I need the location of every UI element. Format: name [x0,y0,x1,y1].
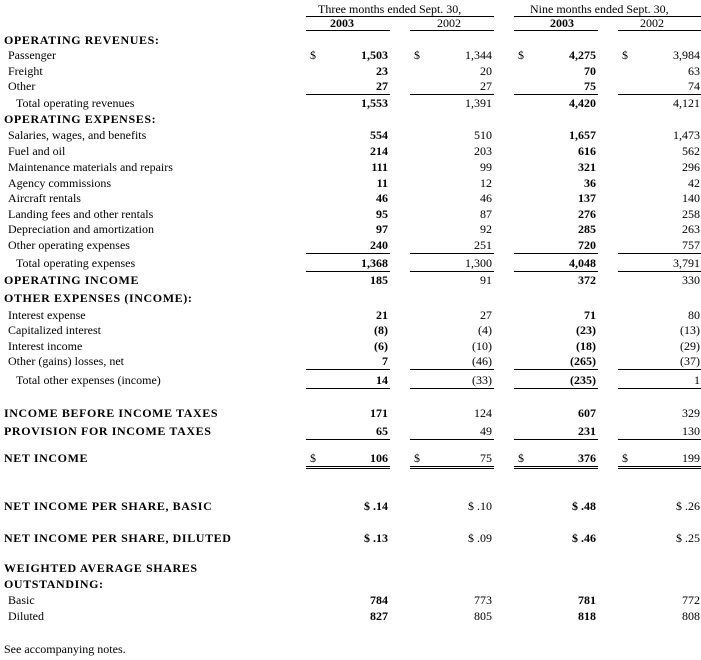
row-value: 23 [376,64,388,78]
underline [306,369,390,370]
row-value: 329 [682,406,700,420]
header-rule-nine [514,16,701,17]
row-value: 781 [578,593,596,607]
row-label: Total operating revenues [16,96,135,110]
row-value: 12 [480,176,492,190]
underline [410,94,494,95]
double-underline [306,466,390,469]
row-value: (23) [576,323,596,337]
row-label: NET INCOME PER SHARE, DILUTED [4,531,232,545]
row-value: 276 [578,207,596,221]
row-value: 65 [376,424,388,438]
underline [514,271,598,272]
row-value: 46 [376,191,388,205]
row-value: $ .13 [364,531,388,545]
year-header-2002-q: 2002 [437,16,461,30]
row-value: 1,657 [569,128,596,142]
row-value: 3,984 [673,48,700,62]
underline [514,94,598,95]
row-value: 1,300 [465,256,492,270]
row-value: 80 [688,308,700,322]
row-value: 111 [371,160,388,174]
currency-symbol: $ [518,48,524,62]
row-value: (8) [374,323,388,337]
row-value: (29) [680,339,700,353]
double-underline [410,466,494,469]
underline [410,271,494,272]
currency-symbol: $ [310,451,316,465]
underline [514,369,598,370]
row-value: $ .26 [676,499,700,513]
row-value: 757 [682,238,700,252]
underline [618,388,701,389]
row-value: 27 [480,308,492,322]
row-value: 805 [474,609,492,623]
row-value: (33) [472,373,492,387]
underline [618,253,701,254]
row-label: OUTSTANDING: [4,577,104,591]
row-value: 720 [578,238,596,252]
row-value: 106 [370,451,388,465]
row-label: NET INCOME [4,451,89,465]
row-value: 36 [584,176,596,190]
row-value: 607 [578,406,596,420]
row-label: NET INCOME PER SHARE, BASIC [4,499,213,513]
row-value: 1,391 [465,96,492,110]
row-label: Total other expenses (income) [16,373,161,387]
row-value: $ .14 [364,499,388,513]
year-rule-2 [410,30,494,31]
footnote: See accompanying notes. [4,642,126,656]
row-value: 376 [578,451,596,465]
year-rule-1 [306,30,390,31]
row-label: Fuel and oil [8,144,66,158]
row-value: 75 [480,451,492,465]
row-value: 285 [578,222,596,236]
row-value: 14 [376,373,388,387]
row-value: 1,368 [361,256,388,270]
row-label: Other operating expenses [8,238,130,252]
row-value: 27 [480,79,492,93]
row-label: Basic [8,593,35,607]
row-value: 27 [376,79,388,93]
row-label: Total operating expenses [16,256,136,270]
row-label: WEIGHTED AVERAGE SHARES [4,561,198,575]
row-value: 214 [370,144,388,158]
row-value: 3,791 [673,256,700,270]
underline [306,271,390,272]
year-rule-4 [618,30,701,31]
row-value: 63 [688,64,700,78]
underline [306,439,390,440]
currency-symbol: $ [310,48,316,62]
row-value: 97 [376,222,388,236]
row-label: Maintenance materials and repairs [8,160,173,174]
row-value: 140 [682,191,700,205]
row-value: 372 [578,273,596,287]
underline [306,388,390,389]
double-underline [514,466,598,469]
row-value: 95 [376,207,388,221]
row-value: $ .09 [468,531,492,545]
row-value: 203 [474,144,492,158]
row-label: Passenger [8,48,56,62]
row-value: 91 [480,273,492,287]
row-value: 818 [578,609,596,623]
underline [514,388,598,389]
row-value: (235) [570,373,596,387]
row-label: Diluted [8,609,44,623]
double-underline [618,466,701,469]
underline [306,94,390,95]
row-label: Depreciation and amortization [8,222,154,236]
row-value: 554 [370,128,388,142]
row-value: 7 [382,354,388,368]
row-value: 330 [682,273,700,287]
row-label: Salaries, wages, and benefits [8,128,147,142]
row-value: 4,275 [569,48,596,62]
row-label: INCOME BEFORE INCOME TAXES [4,406,219,420]
row-value: 562 [682,144,700,158]
row-value: 616 [578,144,596,158]
row-label: OTHER EXPENSES (INCOME): [4,291,193,305]
currency-symbol: $ [622,451,628,465]
row-label: PROVISION FOR INCOME TAXES [4,424,212,438]
row-value: 49 [480,424,492,438]
row-value: 99 [480,160,492,174]
row-value: 321 [578,160,596,174]
row-label: Interest expense [8,308,86,322]
underline [618,94,701,95]
row-value: 258 [682,207,700,221]
underline [306,253,390,254]
row-value: $ .25 [676,531,700,545]
row-value: 773 [474,593,492,607]
row-value: 510 [474,128,492,142]
underline [514,439,598,440]
row-label: Capitalized interest [8,323,101,337]
row-value: 199 [682,451,700,465]
row-label: OPERATING EXPENSES: [4,112,157,126]
row-label: Aircraft rentals [8,191,81,205]
row-value: 171 [370,406,388,420]
underline [410,388,494,389]
currency-symbol: $ [414,48,420,62]
row-value: 4,121 [673,96,700,110]
row-value: $ .46 [572,531,596,545]
row-value: (13) [680,323,700,337]
row-value: 1,553 [361,96,388,110]
row-value: 4,420 [569,96,596,110]
underline [410,369,494,370]
row-value: 185 [370,273,388,287]
row-label: Agency commissions [8,176,111,190]
row-label: OPERATING INCOME [4,273,140,287]
row-value: (10) [472,339,492,353]
row-value: 75 [584,79,596,93]
row-value: 1,503 [361,48,388,62]
row-value: 11 [376,176,388,190]
row-value: 1,344 [465,48,492,62]
row-value: (46) [472,354,492,368]
row-value: (18) [576,339,596,353]
year-header-2002-n: 2002 [640,16,664,30]
currency-symbol: $ [622,48,628,62]
underline [618,271,701,272]
row-value: 1,473 [673,128,700,142]
year-header-2003-n: 2003 [550,16,574,30]
row-value: 808 [682,609,700,623]
underline [410,439,494,440]
currency-symbol: $ [518,451,524,465]
currency-symbol: $ [414,451,420,465]
row-value: 1 [694,373,700,387]
row-label: Other [8,79,36,93]
row-value: (4) [478,323,492,337]
row-value: 784 [370,593,388,607]
row-value: 46 [480,191,492,205]
row-value: 231 [578,424,596,438]
row-value: 20 [480,64,492,78]
row-label: Interest income [8,339,83,353]
underline [514,253,598,254]
header-three-months: Three months ended Sept. 30, [318,2,462,16]
row-value: 74 [688,79,700,93]
row-value: (37) [680,354,700,368]
row-label: Other (gains) losses, net [8,354,124,368]
row-value: 42 [688,176,700,190]
row-value: 251 [474,238,492,252]
row-value: 70 [584,64,596,78]
row-value: 92 [480,222,492,236]
row-value: 130 [682,424,700,438]
underline [618,439,701,440]
year-rule-3 [514,30,598,31]
row-value: (265) [570,354,596,368]
row-value: 240 [370,238,388,252]
row-value: $ .10 [468,499,492,513]
row-value: (6) [374,339,388,353]
underline [410,253,494,254]
row-label: Landing fees and other rentals [8,207,154,221]
row-value: 296 [682,160,700,174]
row-value: 4,048 [569,256,596,270]
row-label: Freight [8,64,43,78]
header-nine-months: Nine months ended Sept. 30, [530,2,669,16]
year-header-2003-q: 2003 [330,16,354,30]
row-value: 263 [682,222,700,236]
row-value: 137 [578,191,596,205]
row-value: 124 [474,406,492,420]
row-value: $ .48 [572,499,596,513]
row-value: 87 [480,207,492,221]
row-value: 71 [584,308,596,322]
row-value: 827 [370,609,388,623]
row-label: OPERATING REVENUES: [4,33,160,47]
row-value: 21 [376,308,388,322]
row-value: 772 [682,593,700,607]
underline [618,369,701,370]
